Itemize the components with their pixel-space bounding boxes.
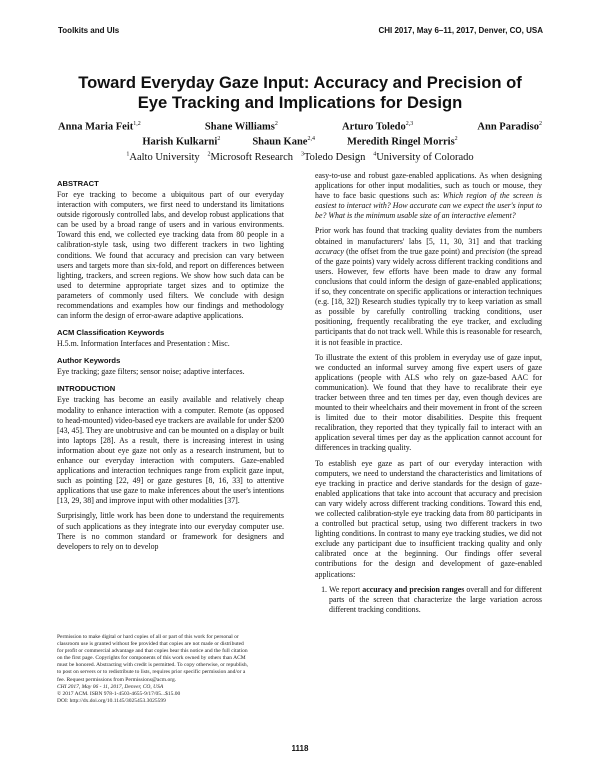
- intro-paragraph-1: Eye tracking has become an easily available and relatively cheap modality to enhance interaction with a computer. Remote (as opposed to head-mounted) video-based eye trackers are available for under $200 [43, 45]. They are unobtrusive and can be mounted on a display or built into laptops [28]. As a result, there is increasing interest in using information about eye gaze not only as a research instrument, but to enhance our everyday interaction with computers. Gaze-enabled applications and interaction techniques range from explicit gaze input, such as pointing [22, 49] or gaze gestures [8, 16, 33] to attentive applications that use gaze to make inferences about the user's intentions [13, 29, 38] and improve input with other modalities [37].: [57, 395, 284, 506]
- contributions-list: [315, 585, 542, 615]
- author: Harish Kulkarni$^2$: [142, 136, 221, 148]
- author: Ann Paradiso$^2$: [477, 121, 542, 133]
- title-line-2: Eye Tracking and Implications for Design: [137, 93, 463, 112]
- permission-line: fee. Request permissions from Permissions@acm.org.: [57, 676, 177, 683]
- permission-line: classroom use is granted without fee provided that copies are not made or distributed: [57, 641, 244, 648]
- title-line-1: Toward Everyday Gaze Input: Accuracy and Precision of: [78, 73, 522, 92]
- page-number: 1118: [291, 744, 309, 753]
- body-paragraph: Prior work has found that tracking quality deviates from the numbers obtained in manufacturers' labs [5, 11, 30, 31] and that tracking accuracy (the offset from the true gaze point) and precision (the spread of the gaze points) vary widely across different tracking conditions and users. However, few efforts have been made to draw any formal conclusions that could inform the design of gaze-enabled applications; if so, they concentrate on specific applications or interaction techniques (e.g. [18, 32]) Research studies typically try to keep variation as small as possible by carefully controlling tracking conditions, user positioning, frequently recalibrating the eye tracker, and excluding participants that do not track well. While this is reasonable for research, it is not feasible in practice.: [315, 226, 542, 347]
- affiliation: $^2$Microsoft Research: [207, 151, 294, 163]
- abstract-heading: ABSTRACT: [57, 179, 99, 188]
- body-paragraph: To establish eye gaze as part of our everyday interaction with computers, we need to understand the characteristics and limitations of eye tracking in practice and derive standards for the design of gaze-enabled applications that take into account that accuracy and precision can vary widely across different tracking conditions. Toward this end, we collected calibration-style eye tracking data from 80 participants in a controlled but practical setup, using two different trackers in two lighting conditions. In contrast to many eye tracking studies, we did not exclude any participant due to insufficient tracking quality and only calibrated once at the beginning. Our findings offer several contributions for the design and development of gaze-enabled applications:: [315, 458, 542, 579]
- permission-line: must be honored. Abstracting with credit is permitted. To copy otherwise, or republish,: [57, 662, 249, 669]
- body-paragraph: easy-to-use and robust gaze-enabled applications. As when designing applications for other input modalities, such as touch or mouse, they have to face basic questions such as: Which region of the screen is easiest to interact with? How accurate can we expect the user's input to be? What is the minimum usable size of an interactive element?: [315, 171, 542, 221]
- abstract-text: For eye tracking to become a ubiquitous part of our everyday interaction with computers, we first need to understand its limitations outside rigorously controlled labs, and develop robust applications that can be used by a broad range of users and in various environments. Toward this end, we collected eye tracking data from 80 people in a calibration-style task, using two different trackers in two lighting conditions. We found that accuracy and precision can vary between users and targets more than six-fold, and report on differences between lighting, trackers, and screen regions. We show how such data can be used to determine appropriate target sizes and to optimize the parameters of commonly used filters. We conclude with design recommendations and examples how our findings and methodology can inform the design of error-aware adaptive applications.: [57, 190, 284, 321]
- author: Meredith Ringel Morris$^2$: [346, 136, 458, 148]
- left-column: [57, 173, 284, 557]
- permission-line: on the first page. Copyrights for components of this work owned by others than ACM: [57, 655, 246, 662]
- author-row-2: [58, 136, 542, 148]
- list-item: 1. We report accuracy and precision ranges overall and for different parts of the screen that characterize the large variation across different tracking conditions.: [329, 585, 542, 615]
- acm-heading: ACM Classification Keywords: [57, 328, 165, 338]
- permission-line: Permission to make digital or hard copies of all or part of this work for personal or: [57, 634, 239, 640]
- affiliation: $^4$University of Colorado: [373, 151, 474, 163]
- author: Shaun Kane$^{2,4}$: [252, 136, 315, 148]
- permission-line: © 2017 ACM. ISBN 978-1-4503-4655-9/17/05...$15.00: [57, 690, 181, 697]
- paper-title: [50, 73, 550, 113]
- body-paragraph: To illustrate the extent of this problem in everyday use of gaze input, we conducted an informal survey among five expert users of gaze applications (people with ALS who rely on gaze-based AAC for communication). We found that they have to recalibrate their eye tracker between three and ten times per day, even though devices are mounted to their wheelchairs and their movement in front of the screen is limited due to their motor disabilities. Despite this frequent recalibration, they reported that they typically fail to interact with an application several times per day as the application cannot account for differences in tracking quality.: [315, 352, 542, 453]
- keywords-heading: Author Keywords: [57, 356, 121, 366]
- right-column: [315, 171, 542, 615]
- acm-text: H.5.m. Information Interfaces and Presentation : Misc.: [57, 339, 230, 349]
- research-questions: Which region of the screen is easiest to interact with? How accurate can we expect the user's input to be? What is the minimum usable size of an interactive element?: [315, 191, 542, 221]
- affiliation: $^1$Aalto University: [126, 151, 200, 163]
- intro-paragraph-2: Surprisingly, little work has been done to understand the requirements of such applications as they integrate into our everyday computer use. There is no common standard or framework for designers and developers to rely on to develop: [57, 511, 284, 551]
- permission-block: [57, 634, 287, 705]
- keywords-text: Eye tracking; gaze filters; sensor noise; adaptive interfaces.: [57, 367, 245, 377]
- permission-line: CHI 2017, May 06 - 11, 2017, Denver, CO, USA: [57, 683, 164, 690]
- author-row-1: [58, 121, 542, 133]
- running-header-right: CHI 2017, May 6–11, 2017, Denver, CO, USA: [378, 26, 543, 35]
- intro-heading: INTRODUCTION: [57, 384, 116, 394]
- author: Shane Williams$^2$: [204, 121, 278, 133]
- permission-line: for profit or commercial advantage and that copies bear this notice and the full citation: [57, 648, 248, 655]
- author: Anna Maria Feit$^{1,2}$: [58, 121, 141, 133]
- affiliations: [58, 151, 542, 163]
- doi-link[interactable]: DOI: http://dx.doi.org/10.1145/3025453.3025599: [57, 697, 166, 704]
- affiliation: $^3$Toledo Design: [300, 151, 366, 163]
- permission-line: to post on servers or to redistribute to lists, requires prior specific permission and/or a: [57, 669, 246, 676]
- running-header-left: Toolkits and UIs: [58, 26, 120, 35]
- author: Arturo Toledo$^{2,3}$: [342, 121, 414, 133]
